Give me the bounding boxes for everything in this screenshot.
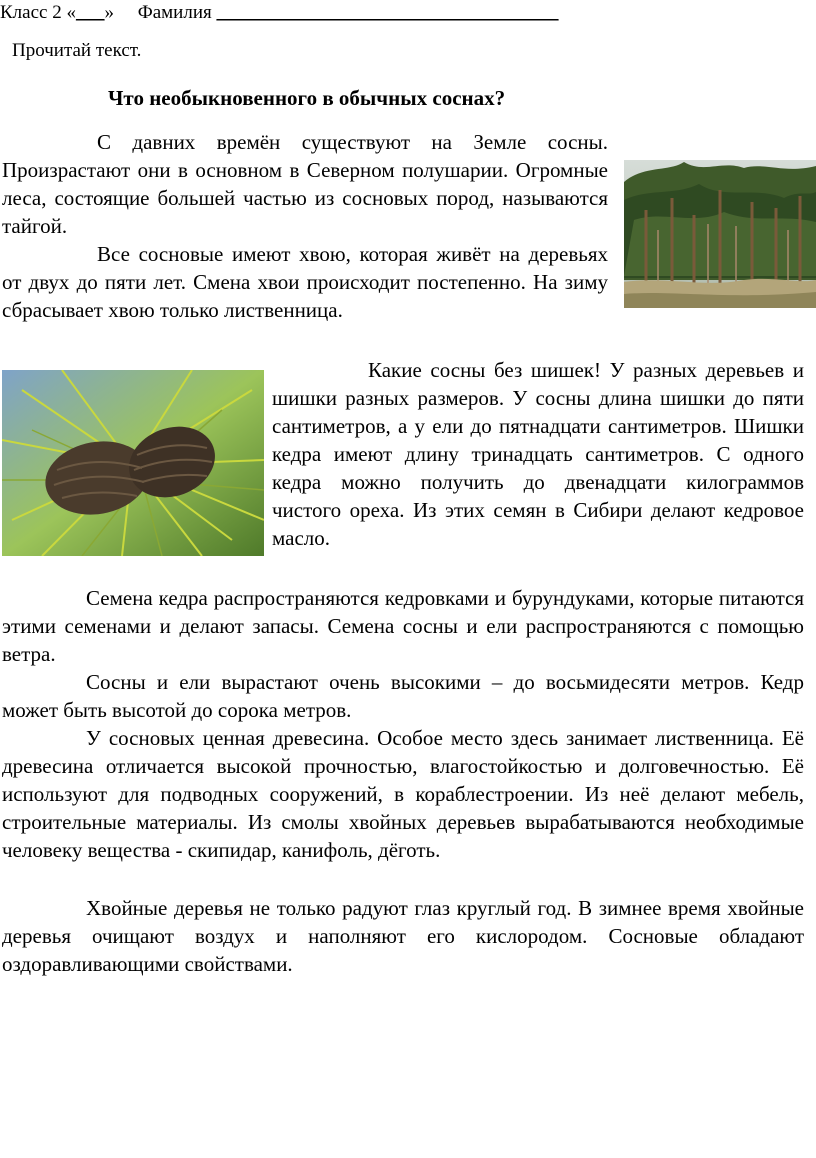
surname-label: Фамилия	[137, 2, 212, 23]
page-title: Что необыкновенного в обычных соснах?	[108, 86, 506, 110]
worksheet-header	[0, 2, 559, 24]
pine-forest-image	[624, 160, 816, 308]
class-close: »	[104, 2, 114, 23]
cedar-cones-image	[2, 370, 264, 556]
class-blank[interactable]: ___	[75, 2, 105, 23]
instruction-text: Прочитай текст.	[12, 40, 142, 61]
paragraph-intro: С давних времён существуют на Земле сосны. Произрастают они в основном в Северном полушарии. Огромные леса, состоящие большей частью из сосновых пород, называются тайгой.	[2, 130, 608, 238]
class-label: Класс 2 «	[0, 2, 76, 23]
paragraph-seeds: Семена кедра распространяются кедровками и бурундуками, которые питаются этими семенами и делают запасы. Семена сосны и ели распространяются с помощью ветра.	[2, 586, 804, 666]
paragraph-height: Сосны и ели вырастают очень высокими – до восьмидесяти метров. Кедр может быть высотой до сорока метров.	[2, 670, 804, 722]
paragraph-cones: Какие сосны без шишек! У разных деревьев и шишки разных размеров. У сосны длина шишки до пяти сантиметров, а у ели до пятнадцати сантиметров. Шишки кедра имеют длину тринадцать сантиметров. С одного кедра можно получить до двенадцати килограммов чистого ореха. Из этих семян в Сибири делают кедровое масло.	[272, 358, 804, 550]
surname-blank[interactable]: ____________________________________	[216, 2, 559, 23]
paragraph-needles: Все сосновые имеют хвою, которая живёт на деревьях от двух до пяти лет. Смена хвои происходит постепенно. На зиму сбрасывает хвою только лиственница.	[2, 242, 608, 322]
paragraph-benefits: Хвойные деревья не только радуют глаз круглый год. В зимнее время хвойные деревья очищают воздух и наполняют его кислородом. Сосновые обладают оздоравливающими свойствами.	[2, 896, 804, 976]
paragraph-wood: У сосновых ценная древесина. Особое место здесь занимает лиственница. Её древесина отличается высокой прочностью, влагостойкостью и долговечностью. Её используют для подводных сооружений, в кораблестроении. Из неё делают мебель, строительные материалы. Из смолы хвойных деревьев вырабатываются необходимые человеку вещества - скипидар, канифоль, дёготь.	[2, 726, 804, 862]
